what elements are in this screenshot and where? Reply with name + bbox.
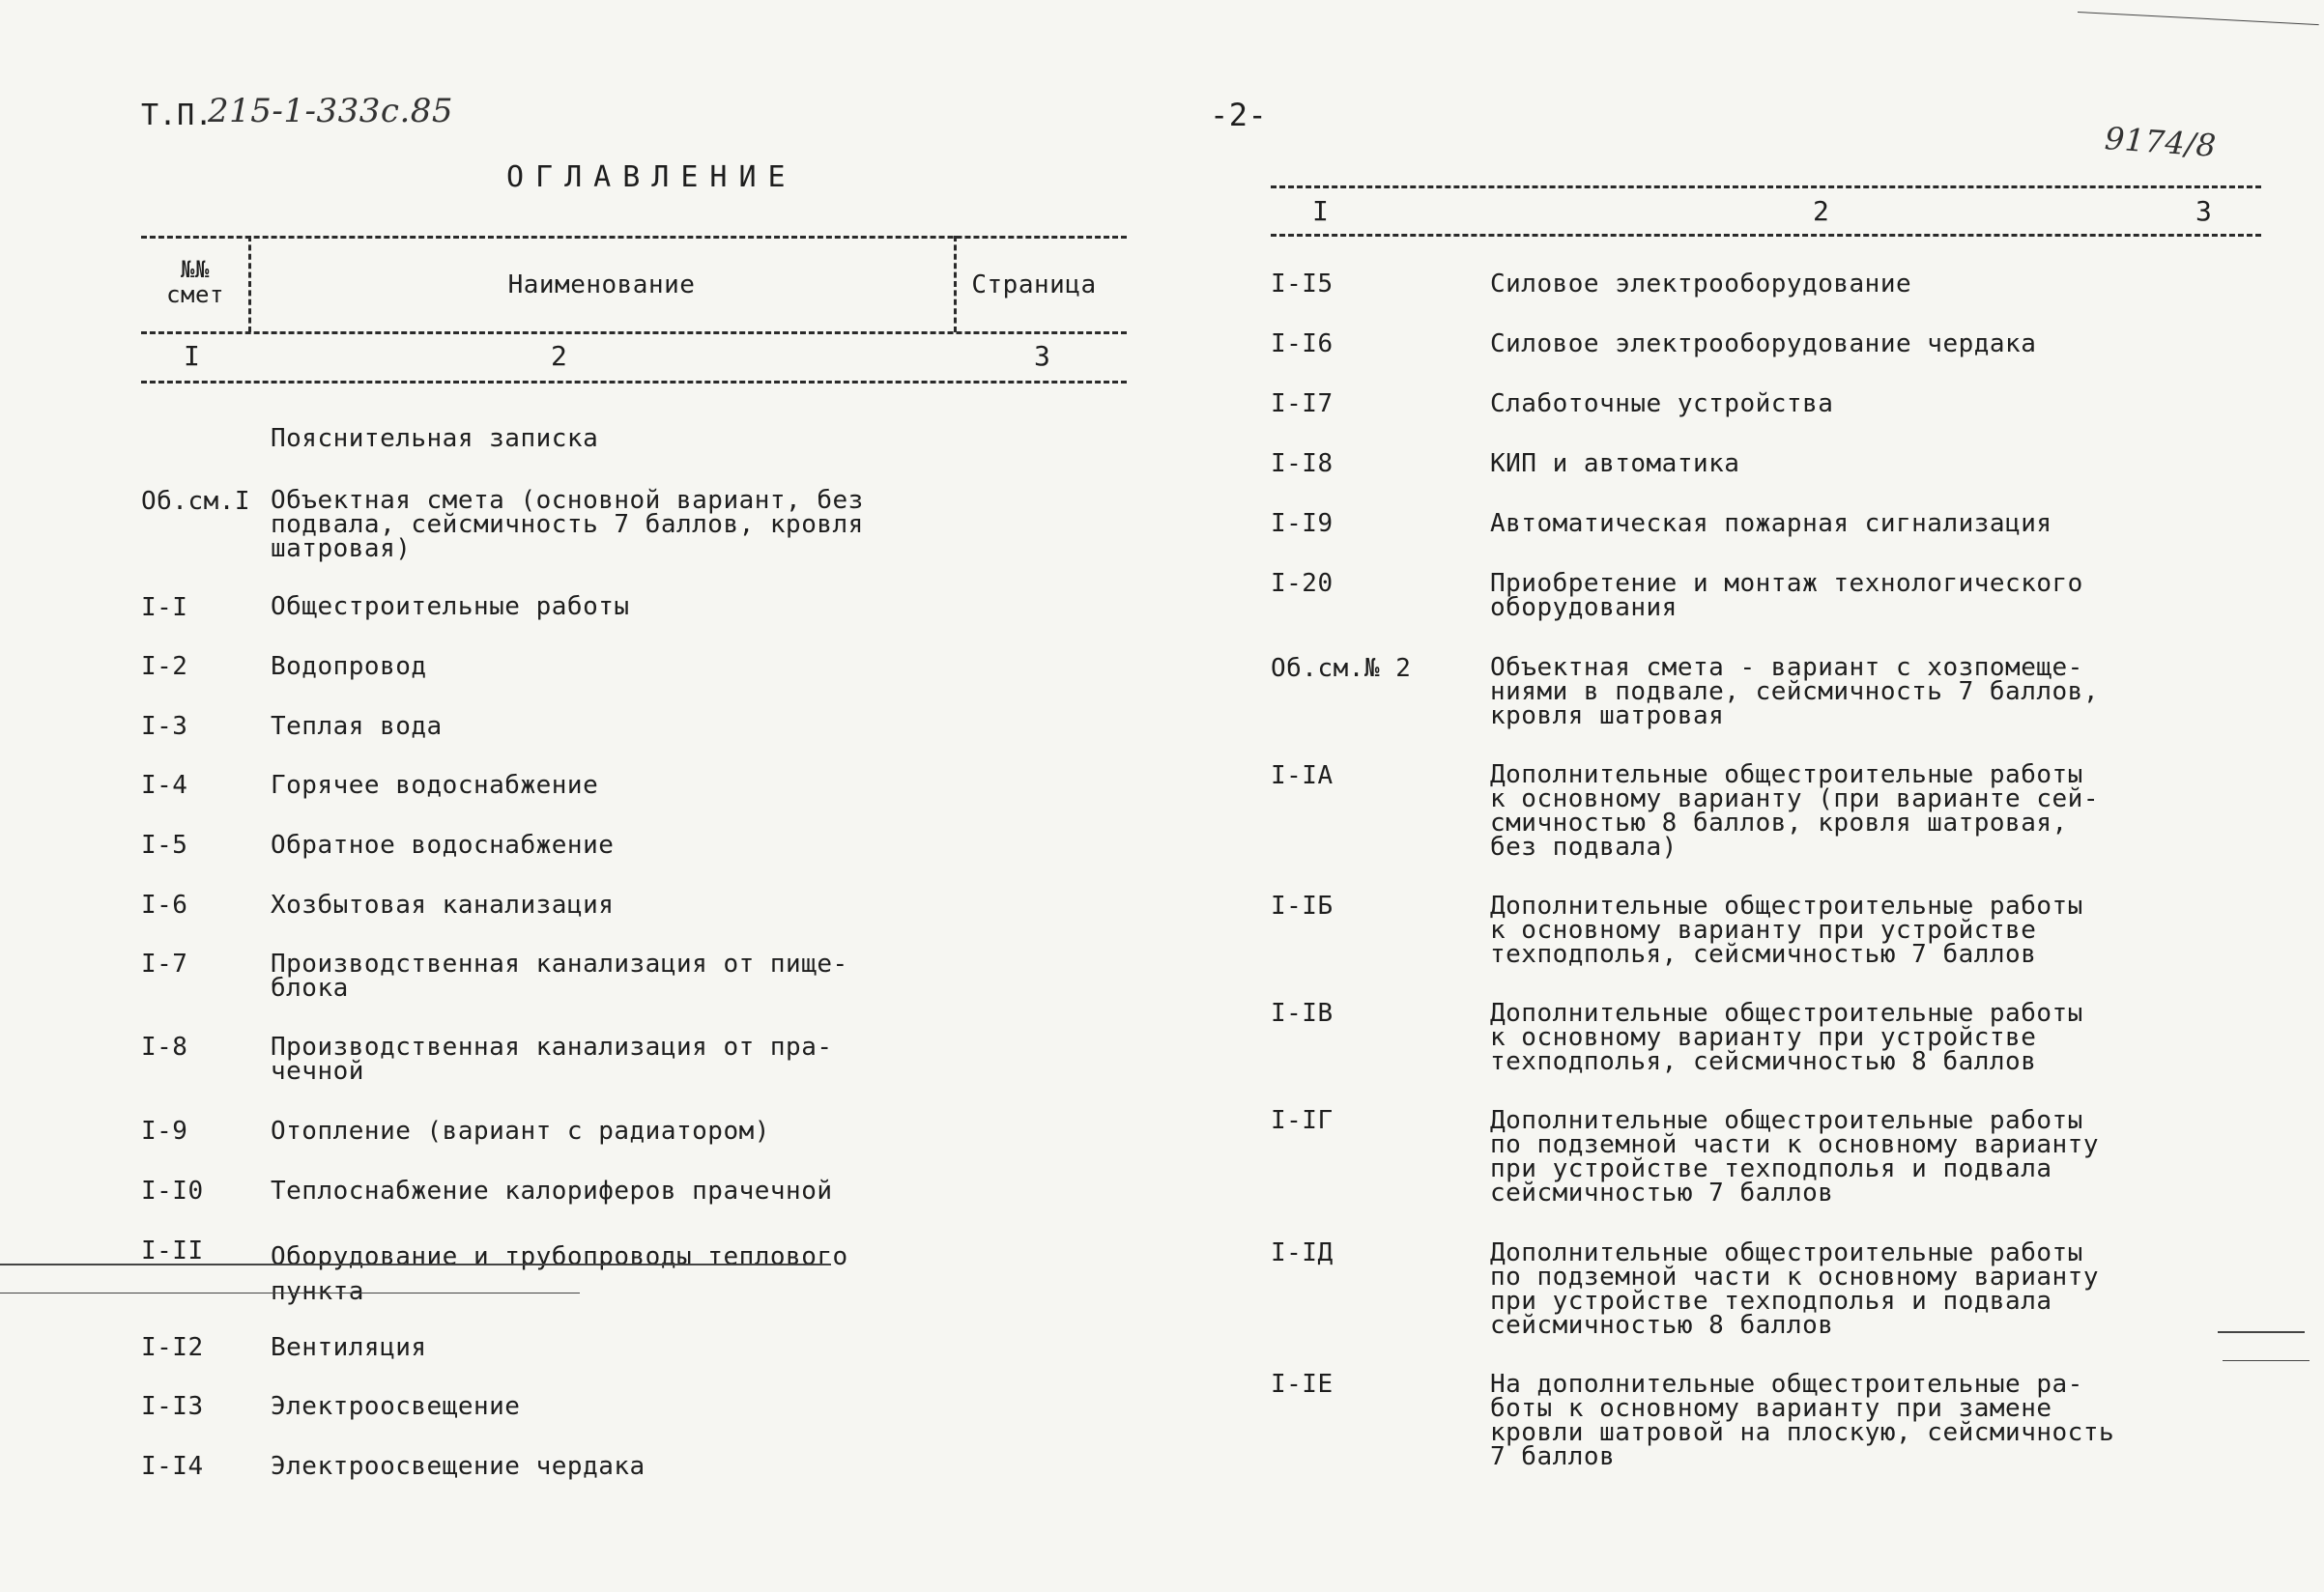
list-item-name: На дополнительные общестроительные ра- боты к основному варианту при замене кровли шатровой на плоскую, сейсмичность 7 баллов — [1490, 1370, 2115, 1471]
list-item-code: I-7 — [141, 950, 188, 979]
list-item-code: I-IБ — [1271, 892, 1334, 921]
list-item-code: I-I0 — [141, 1177, 204, 1206]
list-item-code: I-I3 — [141, 1392, 204, 1421]
list-item-code: I-4 — [141, 771, 188, 800]
list-item-name: Приобретение и монтаж технологического оборудования — [1490, 569, 2083, 622]
list-item-name: Объектная смета (основной вариант, без подвала, сейсмичность 7 баллов, кровля шатровая) — [271, 486, 864, 563]
list-item-code: I-I9 — [1271, 509, 1334, 538]
left-col-number-3: 3 — [1034, 340, 1051, 372]
list-item-code: I-IГ — [1271, 1106, 1334, 1135]
list-item-code: I-IВ — [1271, 999, 1334, 1028]
list-item-code: I-IА — [1271, 761, 1334, 790]
list-item-code: Об.см.№ 2 — [1271, 654, 1412, 683]
list-item-name: Общестроительные работы — [271, 592, 630, 621]
list-item-name: Хозбытовая канализация — [271, 891, 615, 920]
list-item-name: Электроосвещение — [271, 1392, 521, 1421]
list-item-name: Вентиляция — [271, 1333, 427, 1362]
list-item-code: I-II — [141, 1237, 204, 1265]
scan-artifact-line — [2218, 1331, 2305, 1333]
list-item-name: Силовое электрооборудование чердака — [1490, 329, 2037, 358]
list-item-name: Обратное водоснабжение — [271, 831, 615, 860]
list-item-code: I-9 — [141, 1117, 188, 1146]
list-item-code: I-I5 — [1271, 270, 1334, 298]
list-item-name: Силовое электрооборудование — [1490, 270, 1912, 298]
list-item-name: Дополнительные общестроительные работы к основному варианту (при варианте сей- смичностью 8 баллов, кровля шатровая, без подвала) — [1490, 760, 2099, 862]
right-col-number-3: 3 — [2195, 195, 2213, 227]
list-item-code: I-I8 — [1271, 449, 1334, 478]
list-item-name: Слаботочные устройства — [1490, 389, 1834, 418]
list-item-name: Оборудование и трубопроводы теплового пункта — [271, 1242, 848, 1306]
inventory-number: 9174/8 — [2103, 120, 2218, 164]
list-item-code: I-6 — [141, 891, 188, 920]
doc-number: 215-1-333с.85 — [208, 92, 454, 130]
list-item-name: Дополнительные общестроительные работы к основному варианту при устройстве техподполья, сейсмичностью 7 баллов — [1490, 892, 2083, 969]
list-item-name: Горячее водоснабжение — [271, 771, 599, 800]
list-item-name: Дополнительные общестроительные работы по подземной части к основному варианту при устройстве техподполья и подвала сейсмичностью 8 баллов — [1490, 1238, 2099, 1340]
list-item-name: Объектная смета - вариант с хозпомеще- ниями в подвале, сейсмичность 7 баллов, кровля шатровая — [1490, 653, 2099, 730]
scan-artifact-line — [0, 1293, 580, 1294]
page-marker: -2- — [1210, 97, 1268, 133]
list-item-code: I-I4 — [141, 1452, 204, 1481]
list-item-code: I-20 — [1271, 569, 1334, 598]
left-header-top-rule — [141, 236, 1127, 239]
page-title: ОГЛАВЛЕНИЕ — [506, 160, 797, 194]
list-item-code: I-3 — [141, 712, 188, 741]
scan-artifact-line — [2078, 12, 2319, 25]
list-item-code: Об.см.I — [141, 487, 251, 516]
list-item-code: I-I7 — [1271, 389, 1334, 418]
left-header-bottom-rule — [141, 381, 1127, 384]
list-item-code: I-I6 — [1271, 329, 1334, 358]
right-col-number-2: 2 — [1813, 195, 1830, 227]
left-col-number-2: 2 — [551, 340, 568, 372]
list-item-name: Дополнительные общестроительные работы по подземной части к основному варианту при устройстве техподполья и подвала сейсмичностью 7 баллов — [1490, 1106, 2099, 1208]
list-item-code: I-IЕ — [1271, 1370, 1334, 1399]
right-header-bottom-rule — [1271, 234, 2261, 237]
left-header-mid-rule — [141, 331, 1127, 334]
list-item-code: I-2 — [141, 652, 188, 681]
doc-ref: Т.П. — [141, 99, 214, 132]
list-item-code: I-5 — [141, 831, 188, 860]
list-item-name: Отопление (вариант с радиатором) — [271, 1117, 770, 1146]
list-item-name: Автоматическая пожарная сигнализация — [1490, 509, 2052, 538]
left-col-number-1: I — [184, 340, 201, 372]
list-item-code: I-I2 — [141, 1333, 204, 1362]
list-item-code: I-8 — [141, 1033, 188, 1062]
left-col-header-name: Наименование — [507, 270, 696, 299]
list-item-name: Дополнительные общестроительные работы к основному варианту при устройстве техподполья, сейсмичностью 8 баллов — [1490, 999, 2083, 1076]
list-item-name: Электроосвещение чердака — [271, 1452, 646, 1481]
list-item-name: Теплоснабжение калориферов прачечной — [271, 1177, 833, 1206]
scan-artifact-line — [0, 1264, 831, 1265]
list-item-name: Производственная канализация от пище- блока — [271, 950, 848, 1003]
list-item-code: I-IД — [1271, 1238, 1334, 1267]
list-item-name: Теплая вода — [271, 712, 443, 741]
left-col-header-number: №№ смет — [166, 256, 224, 308]
list-item-name: КИП и автоматика — [1490, 449, 1740, 478]
scan-artifact-line — [2223, 1360, 2310, 1361]
right-header-top-rule — [1271, 185, 2261, 188]
list-item-code: I-I — [141, 593, 188, 622]
list-item-name: Пояснительная записка — [271, 424, 599, 453]
list-item-name: Производственная канализация от пра- чечной — [271, 1033, 833, 1086]
list-item-name: Водопровод — [271, 652, 427, 681]
left-col-header-page: Страница — [971, 270, 1097, 299]
right-col-number-1: I — [1312, 195, 1330, 227]
